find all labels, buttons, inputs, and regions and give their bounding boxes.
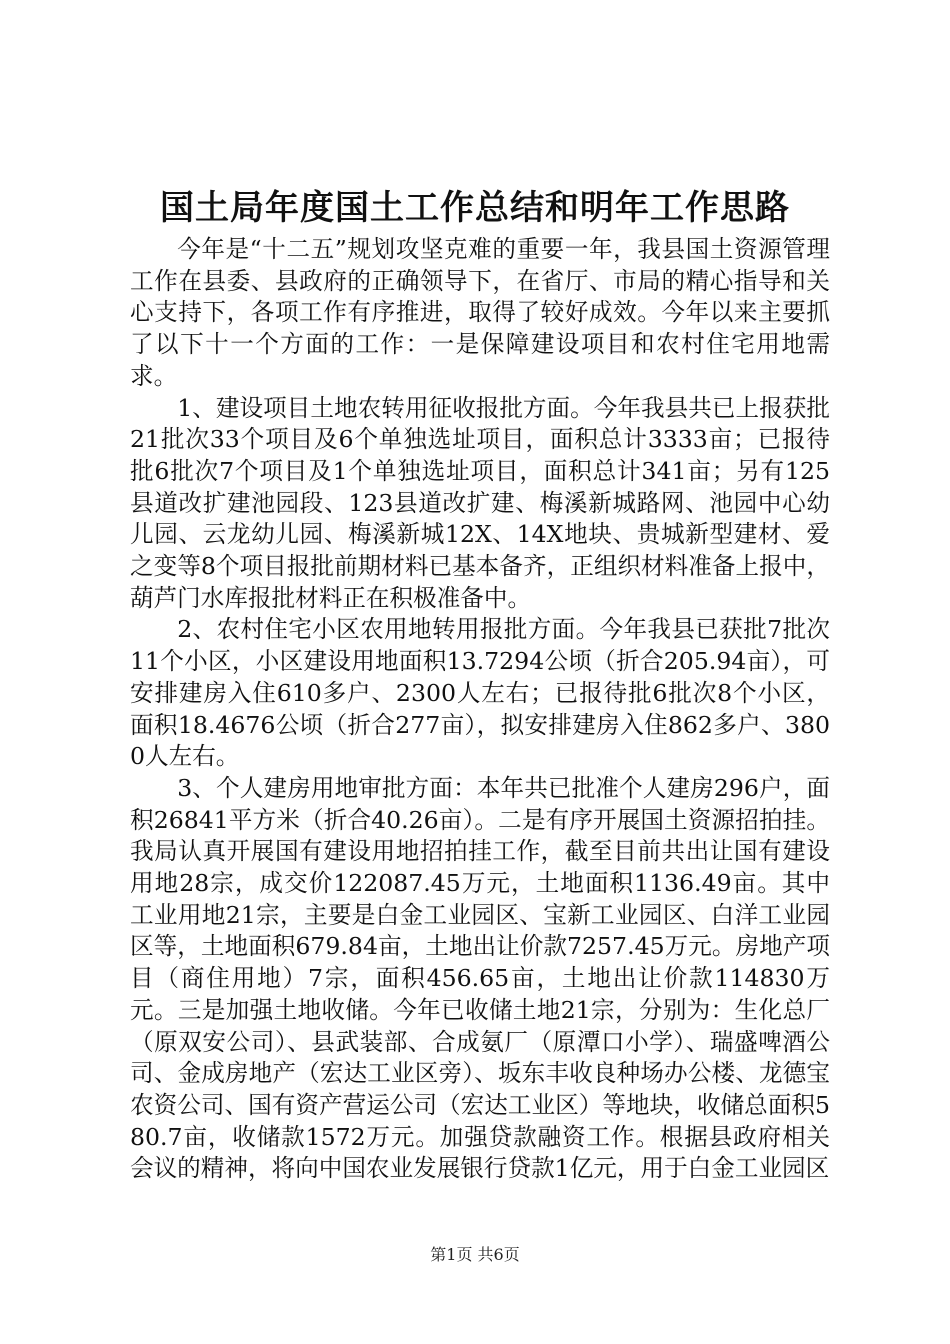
page-number-footer: 第1页 共6页 [430,1245,520,1264]
document-title: 国土局年度国土工作总结和明年工作思路 [160,188,790,228]
paragraph-personal-housing: 3、个人建房用地审批方面：本年共已批准个人建房296户，面积26841平方米（折合40.26亩）。二是有序开展国土资源招拍挂。我局认真开展国有建设用地招拍挂工作，截至目前共出让国有建设用地28宗，成交价122087.45万元，土地面积1136.49亩。其中工业用地21宗，主要是白金工业园区、宝新工业园区、白洋工业园区等，土地面积679.84亩，土地出让价款7257.45万元。房地产项目（商住用地）7宗，面积456.65亩，土地出让价款114830万元。三是加强土地收储。今年已收储土地21宗，分别为：生化总厂（原双安公司）、县武装部、合成氨厂（原潭口小学）、瑞盛啤酒公司、金成房地产（宏达工业区旁）、坂东丰收良种场办公楼、龙德宝农资公司、国有资产营运公司（宏达工业区）等地块，收储总面积580.7亩，收储款1572万元。加强贷款融资工作。根据县政府相关会议的精神，将向中国农业发展银行贷款1亿元，用于白金工业园区 [130,773,830,1183]
paragraph-construction-projects: 1、建设项目土地农转用征收报批方面。今年我县共已上报获批21批次33个项目及6个单独选址项目，面积总计3333亩；已报待批6批次7个项目及1个单独选址项目，面积总计341亩；另有125县道改扩建池园段、123县道改扩建、梅溪新城路网、池园中心幼儿园、云龙幼儿园、梅溪新城12X、14X地块、贵城新型建材、爱之变等8个项目报批前期材料已基本备齐，正组织材料准备上报中，葫芦门水库报批材料正在积极准备中。 [130,393,830,612]
document-body [130,234,830,1185]
paragraph-rural-housing: 2、农村住宅小区农用地转用报批方面。今年我县已获批7批次11个小区，小区建设用地面积13.7294公顷（折合205.94亩），可安排建房入住610多户、2300人左右；已报待批6批次8个小区，面积18.4676公顷（折合277亩），拟安排建房入住862多户、3800人左右。 [130,615,830,771]
paragraph-intro: 今年是“十二五”规划攻坚克难的重要一年，我县国土资源管理工作在县委、县政府的正确领导下，在省厅、市局的精心指导和关心支持下，各项工作有序推进，取得了较好成效。今年以来主要抓了以下十一个方面的工作：一是保障建设项目和农村住宅用地需求。 [130,235,830,390]
